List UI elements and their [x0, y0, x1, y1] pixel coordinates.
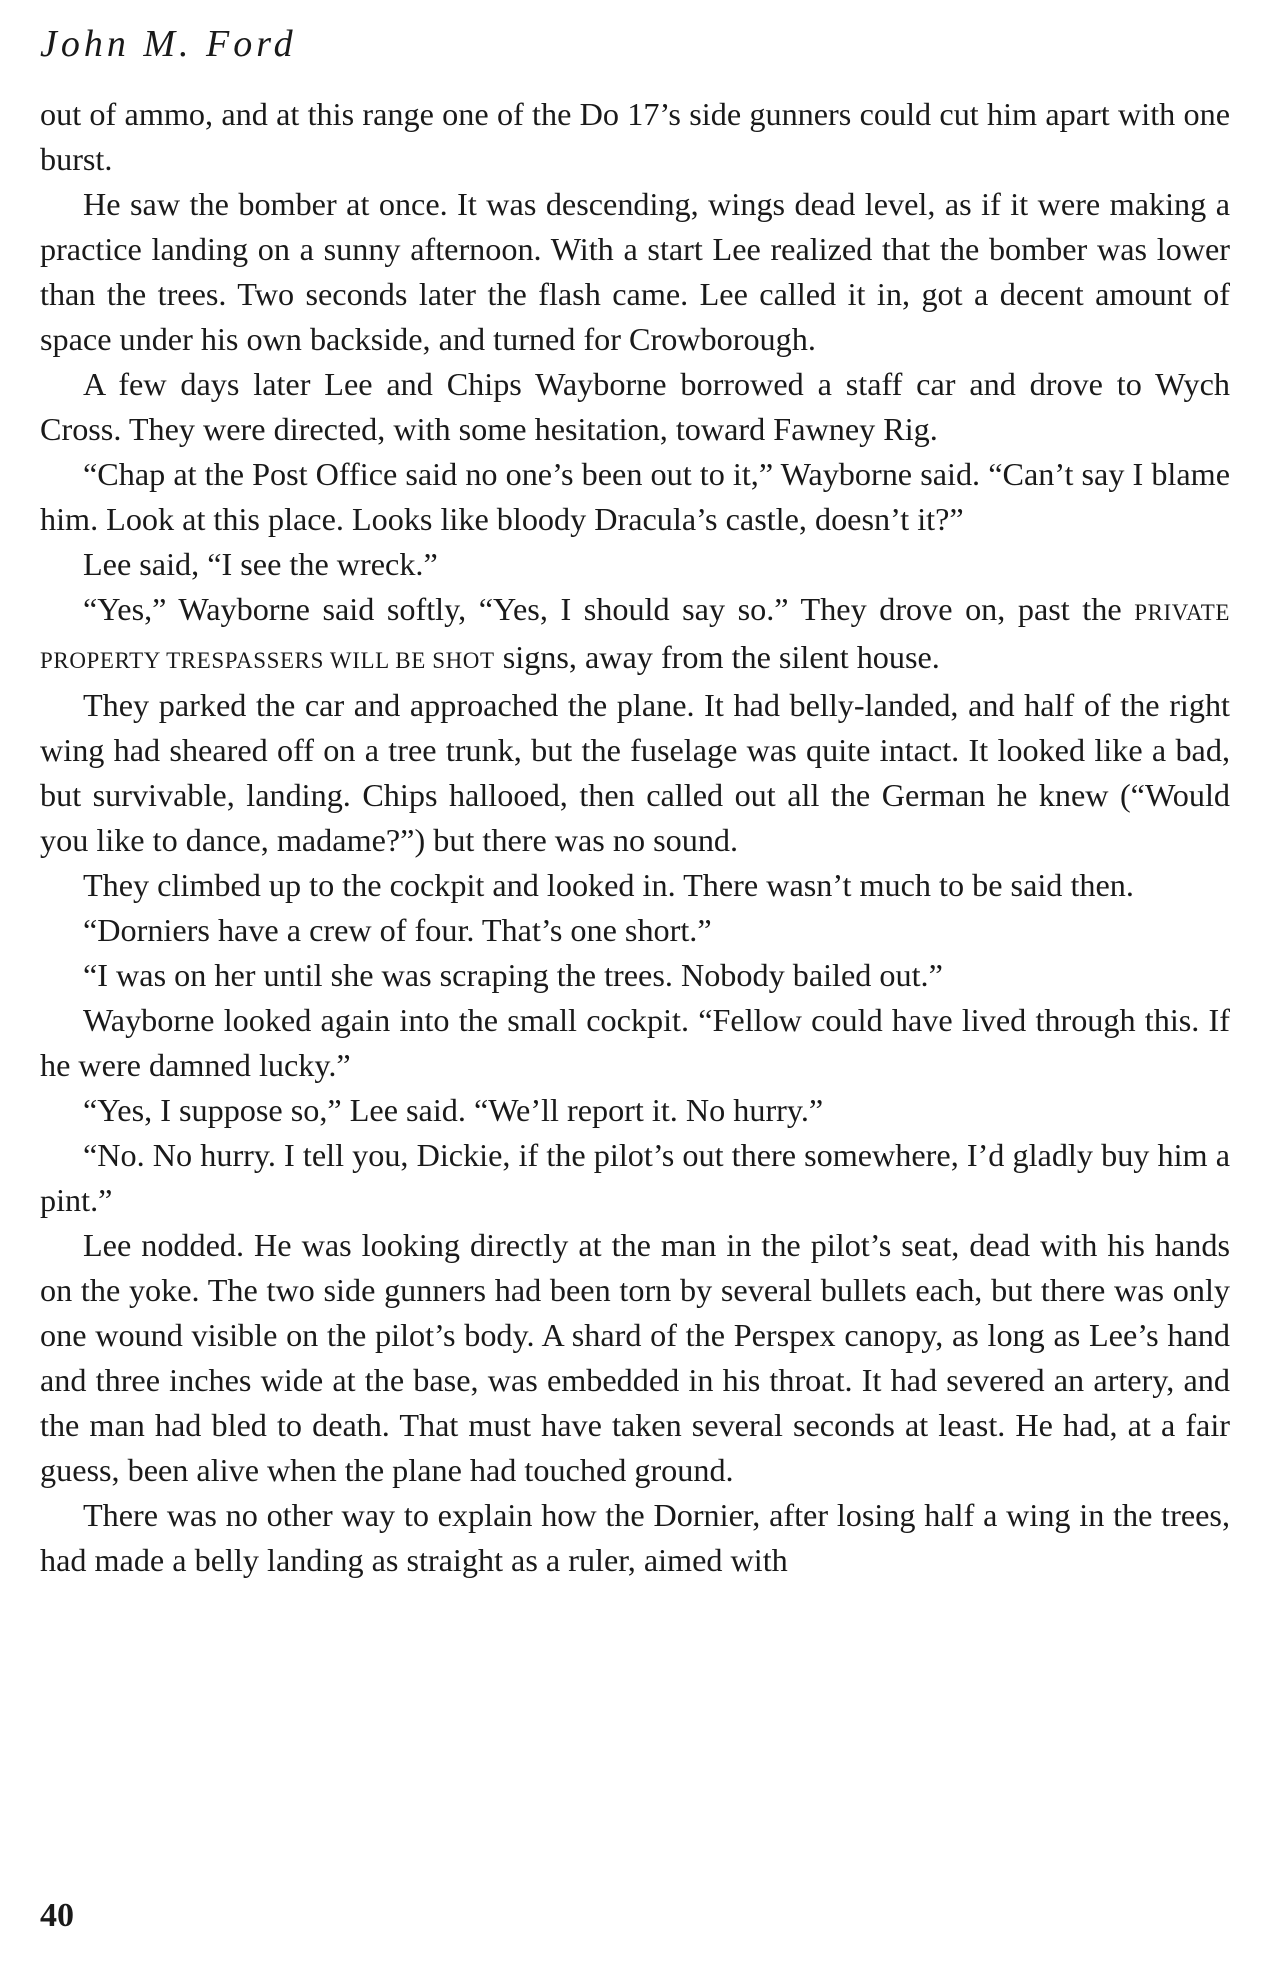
paragraph: Wayborne looked again into the small cockpit. “Fellow could have lived through this. If he were damned lucky.” — [40, 1002, 1230, 1083]
sign-text-small-caps: PRIVATE PROPERTY TRESPASSERS WILL BE SHOT — [40, 600, 1230, 673]
paragraph: Lee said, “I see the wreck.” — [83, 546, 438, 582]
paragraph: “Yes, I suppose so,” Lee said. “We’ll report it. No hurry.” — [83, 1092, 824, 1128]
paragraph: Lee nodded. He was looking directly at the man in the pilot’s seat, dead with his hands on the yoke. The two side gunners had been torn by several bullets each, but there was only one wound visible on the pilot’s body. A shard of the Perspex canopy, as long as Lee’s hand and three inches wide at the base, was embedded in his throat. It had severed an artery, and the man had bled to death. That must have taken several seconds at least. He had, at a fair guess, been alive when the plane had touched ground. — [40, 1227, 1230, 1488]
page-number: 40 — [40, 1897, 74, 1934]
paragraph: A few days later Lee and Chips Wayborne borrowed a staff car and drove to Wych Cross. They were directed, with some hesitation, toward Fawney Rig. — [40, 366, 1230, 447]
paragraph — [40, 587, 1230, 683]
paragraph-text: signs, away from the silent house. — [494, 639, 940, 675]
paragraph: There was no other way to explain how the Dornier, after losing half a wing in the trees, had made a belly landing as straight as a ruler, aimed with — [40, 1497, 1230, 1578]
paragraph: “I was on her until she was scraping the trees. Nobody bailed out.” — [83, 957, 943, 993]
paragraph: “Chap at the Post Office said no one’s been out to it,” Wayborne said. “Can’t say I blame him. Look at this place. Looks like bloody Dracula’s castle, doesn’t it?” — [40, 456, 1230, 537]
paragraph: “Dorniers have a crew of four. That’s one short.” — [83, 912, 712, 948]
running-head-author: John M. Ford — [40, 23, 297, 65]
body-text — [40, 92, 1230, 1583]
paragraph: “No. No hurry. I tell you, Dickie, if the pilot’s out there somewhere, I’d gladly buy him a pint.” — [40, 1137, 1230, 1218]
paragraph: They parked the car and approached the plane. It had belly-landed, and half of the right wing had sheared off on a tree trunk, but the fuselage was quite intact. It looked like a bad, but survivable, landing. Chips hallooed, then called out all the German he knew (“Would you like to dance, madame?”) but there was no sound. — [40, 687, 1230, 858]
paragraph: out of ammo, and at this range one of the Do 17’s side gunners could cut him apart with one burst. — [40, 96, 1230, 177]
paragraph: He saw the bomber at once. It was descending, wings dead level, as if it were making a practice landing on a sunny afternoon. With a start Lee realized that the bomber was lower than the trees. Two seconds later the flash came. Lee called it in, got a decent amount of space under his own backside, and turned for Crowborough. — [40, 186, 1230, 357]
paragraph-text: “Yes,” Wayborne said softly, “Yes, I should say so.” They drove on, past the — [83, 591, 1135, 627]
paragraph: They climbed up to the cockpit and looked in. There wasn’t much to be said then. — [83, 867, 1134, 903]
